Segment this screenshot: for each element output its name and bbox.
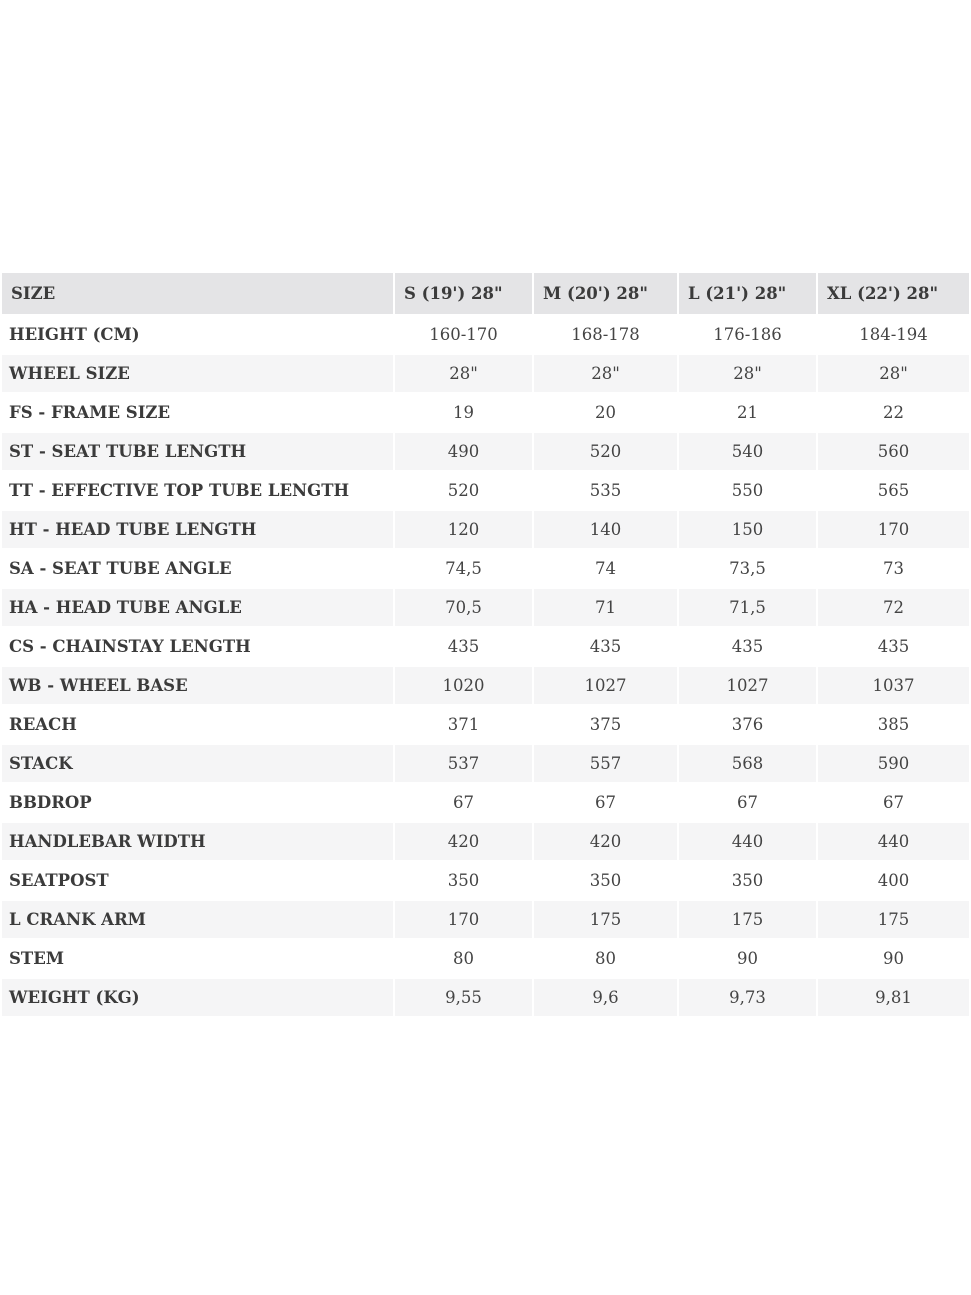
row-label: TT - EFFECTIVE TOP TUBE LENGTH — [2, 472, 393, 509]
cell-value: 67 — [679, 784, 816, 821]
row-label: WB - WHEEL BASE — [2, 667, 393, 704]
cell-value: 80 — [395, 940, 532, 977]
cell-value: 28" — [534, 355, 677, 392]
cell-value: 160-170 — [395, 316, 532, 353]
table-row — [2, 901, 969, 938]
cell-value: 420 — [534, 823, 677, 860]
table-row — [2, 706, 969, 743]
cell-value: 435 — [534, 628, 677, 665]
cell-value: 565 — [818, 472, 969, 509]
cell-value: 90 — [679, 940, 816, 977]
cell-value: 176-186 — [679, 316, 816, 353]
row-label: HEIGHT (CM) — [2, 316, 393, 353]
row-label: FS - FRAME SIZE — [2, 394, 393, 431]
cell-value: 9,55 — [395, 979, 532, 1016]
cell-value: 22 — [818, 394, 969, 431]
cell-value: 350 — [679, 862, 816, 899]
row-label: HT - HEAD TUBE LENGTH — [2, 511, 393, 548]
cell-value: 1020 — [395, 667, 532, 704]
cell-value: 560 — [818, 433, 969, 470]
table-row — [2, 784, 969, 821]
header-size-xl: XL (22') 28" — [818, 273, 969, 314]
table-row — [2, 667, 969, 704]
cell-value: 568 — [679, 745, 816, 782]
table-row — [2, 940, 969, 977]
cell-value: 70,5 — [395, 589, 532, 626]
cell-value: 520 — [534, 433, 677, 470]
cell-value: 150 — [679, 511, 816, 548]
table-body — [2, 316, 969, 1016]
cell-value: 28" — [818, 355, 969, 392]
table-row — [2, 589, 969, 626]
table-row — [2, 550, 969, 587]
row-label: L CRANK ARM — [2, 901, 393, 938]
cell-value: 19 — [395, 394, 532, 431]
row-label: WEIGHT (KG) — [2, 979, 393, 1016]
cell-value: 9,6 — [534, 979, 677, 1016]
row-label: WHEEL SIZE — [2, 355, 393, 392]
cell-value: 67 — [395, 784, 532, 821]
row-label: HA - HEAD TUBE ANGLE — [2, 589, 393, 626]
cell-value: 67 — [818, 784, 969, 821]
cell-value: 120 — [395, 511, 532, 548]
cell-value: 71 — [534, 589, 677, 626]
cell-value: 21 — [679, 394, 816, 431]
header-size-l: L (21') 28" — [679, 273, 816, 314]
cell-value: 140 — [534, 511, 677, 548]
cell-value: 71,5 — [679, 589, 816, 626]
cell-value: 440 — [679, 823, 816, 860]
header-size: SIZE — [2, 273, 393, 314]
table-row — [2, 745, 969, 782]
cell-value: 20 — [534, 394, 677, 431]
cell-value: 1037 — [818, 667, 969, 704]
row-label: SEATPOST — [2, 862, 393, 899]
cell-value: 168-178 — [534, 316, 677, 353]
header-size-s: S (19') 28" — [395, 273, 532, 314]
row-label: HANDLEBAR WIDTH — [2, 823, 393, 860]
cell-value: 80 — [534, 940, 677, 977]
cell-value: 520 — [395, 472, 532, 509]
table-row — [2, 628, 969, 665]
cell-value: 440 — [818, 823, 969, 860]
table-row — [2, 433, 969, 470]
table-row — [2, 394, 969, 431]
cell-value: 73,5 — [679, 550, 816, 587]
cell-value: 350 — [395, 862, 532, 899]
row-label: CS - CHAINSTAY LENGTH — [2, 628, 393, 665]
table-row — [2, 355, 969, 392]
row-label: STACK — [2, 745, 393, 782]
row-label: ST - SEAT TUBE LENGTH — [2, 433, 393, 470]
cell-value: 535 — [534, 472, 677, 509]
cell-value: 540 — [679, 433, 816, 470]
cell-value: 28" — [395, 355, 532, 392]
table-row — [2, 979, 969, 1016]
cell-value: 170 — [818, 511, 969, 548]
cell-value: 420 — [395, 823, 532, 860]
cell-value: 557 — [534, 745, 677, 782]
cell-value: 74,5 — [395, 550, 532, 587]
table-row — [2, 862, 969, 899]
size-chart-table — [0, 271, 971, 1018]
cell-value: 175 — [679, 901, 816, 938]
table-header-row — [2, 273, 969, 314]
cell-value: 1027 — [534, 667, 677, 704]
cell-value: 73 — [818, 550, 969, 587]
cell-value: 371 — [395, 706, 532, 743]
cell-value: 72 — [818, 589, 969, 626]
cell-value: 9,73 — [679, 979, 816, 1016]
cell-value: 74 — [534, 550, 677, 587]
table-row — [2, 316, 969, 353]
cell-value: 490 — [395, 433, 532, 470]
cell-value: 9,81 — [818, 979, 969, 1016]
cell-value: 175 — [534, 901, 677, 938]
cell-value: 385 — [818, 706, 969, 743]
cell-value: 350 — [534, 862, 677, 899]
cell-value: 590 — [818, 745, 969, 782]
cell-value: 1027 — [679, 667, 816, 704]
cell-value: 90 — [818, 940, 969, 977]
cell-value: 175 — [818, 901, 969, 938]
cell-value: 67 — [534, 784, 677, 821]
cell-value: 550 — [679, 472, 816, 509]
cell-value: 400 — [818, 862, 969, 899]
cell-value: 184-194 — [818, 316, 969, 353]
row-label: BBDROP — [2, 784, 393, 821]
cell-value: 537 — [395, 745, 532, 782]
table-row — [2, 511, 969, 548]
table-row — [2, 823, 969, 860]
cell-value: 375 — [534, 706, 677, 743]
cell-value: 435 — [679, 628, 816, 665]
cell-value: 28" — [679, 355, 816, 392]
cell-value: 435 — [818, 628, 969, 665]
header-size-m: M (20') 28" — [534, 273, 677, 314]
table-row — [2, 472, 969, 509]
cell-value: 170 — [395, 901, 532, 938]
row-label: REACH — [2, 706, 393, 743]
row-label: SA - SEAT TUBE ANGLE — [2, 550, 393, 587]
cell-value: 376 — [679, 706, 816, 743]
row-label: STEM — [2, 940, 393, 977]
cell-value: 435 — [395, 628, 532, 665]
